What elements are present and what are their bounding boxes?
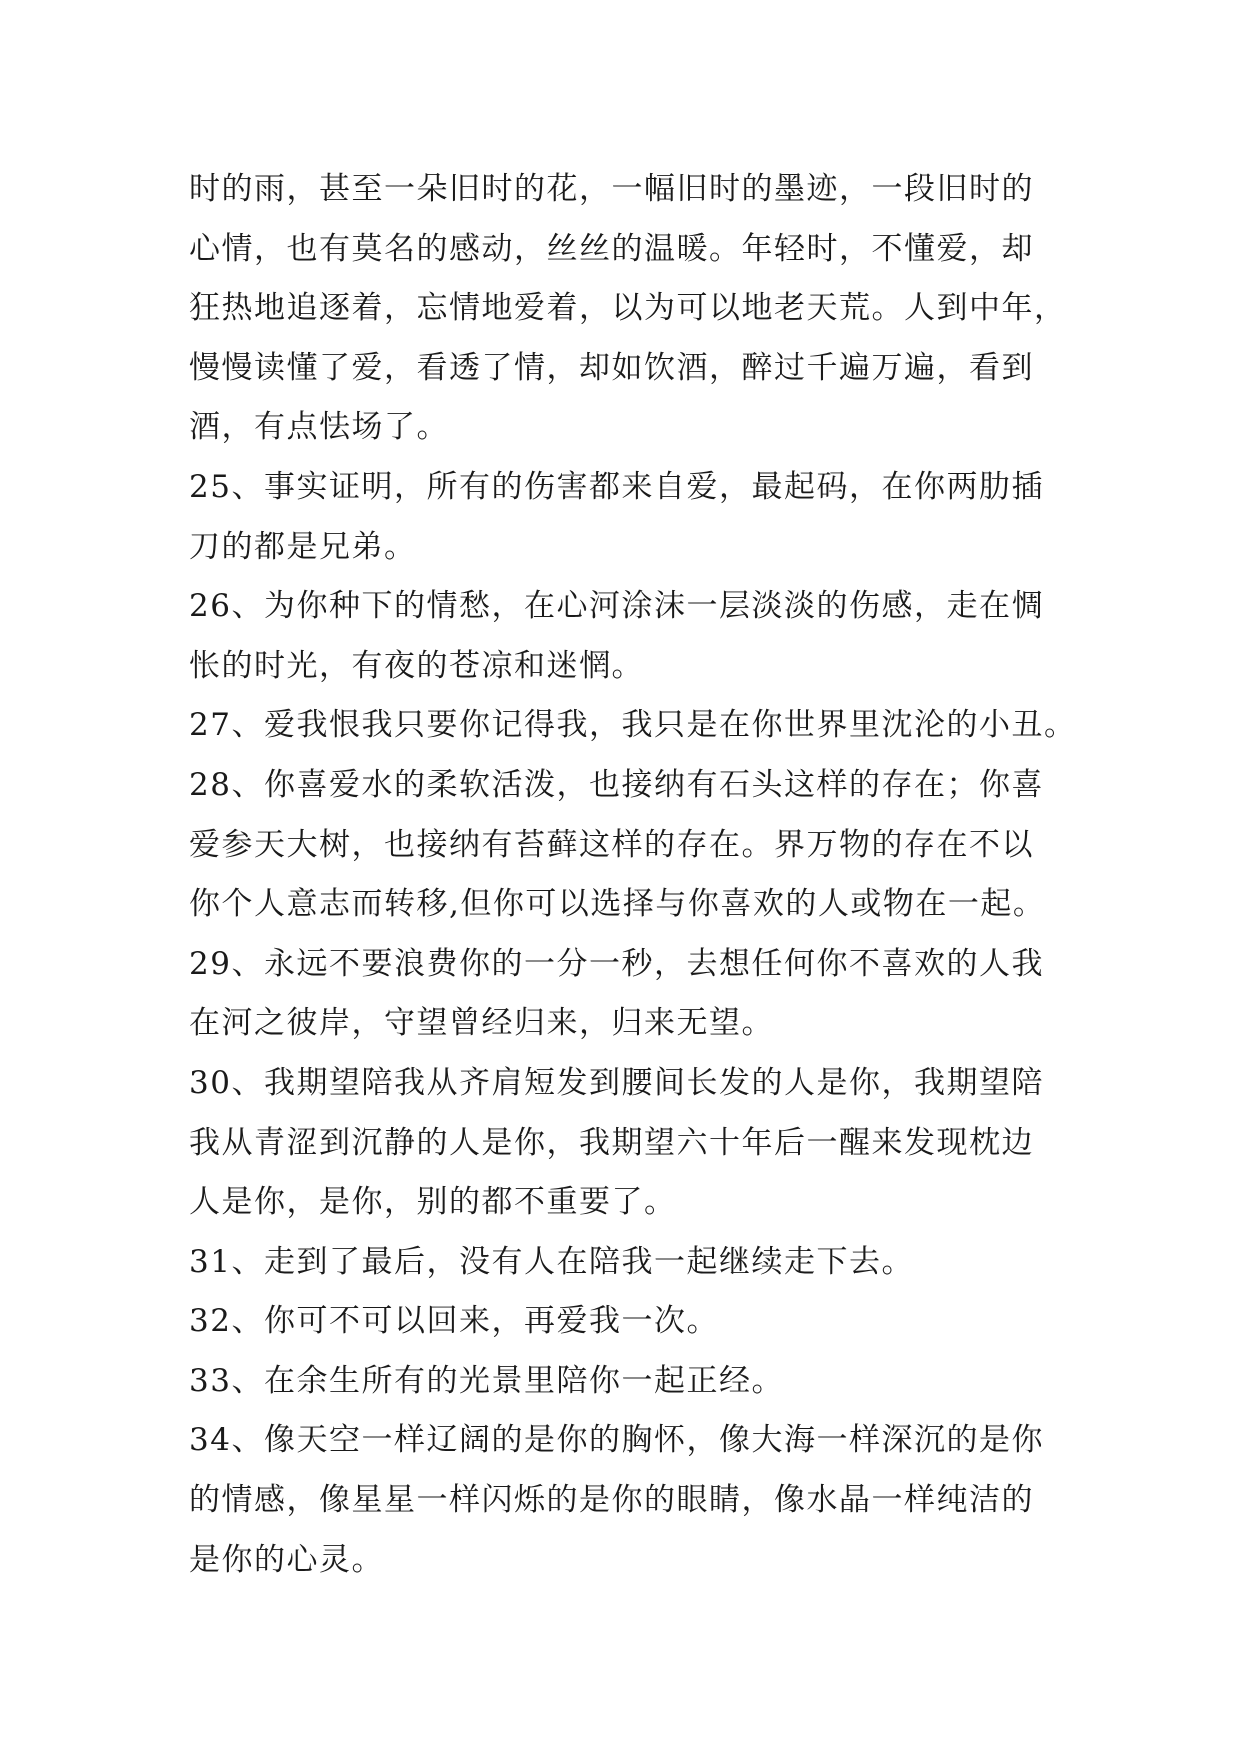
text-line: 酒，有点怯场了。 xyxy=(189,409,449,446)
text-line: 人是你，是你，别的都不重要了。 xyxy=(189,1184,677,1221)
text-line: 狂热地追逐着，忘情地爱着，以为可以地老天荒。人到中年， xyxy=(189,290,1067,327)
text-line: 31、走到了最后，没有人在陪我一起继续走下去。 xyxy=(189,1243,914,1280)
text-line: 27、爱我恨我只要你记得我，我只是在你世界里沈沦的小丑。 xyxy=(189,707,1077,744)
text-line: 26、为你种下的情愁，在心河涂沫一层淡淡的伤感，走在惆 xyxy=(189,588,1044,625)
text-line: 32、你可不可以回来，再爱我一次。 xyxy=(189,1303,719,1340)
text-line: 慢慢读懂了爱，看透了情，却如饮酒，醉过千遍万遍，看到 xyxy=(189,349,1034,386)
text-line: 怅的时光，有夜的苍凉和迷惘。 xyxy=(189,647,644,684)
text-line: 你个人意志而转移,但你可以选择与你喜欢的人或物在一起。 xyxy=(189,886,1046,923)
text-line: 刀的都是兄弟。 xyxy=(189,528,417,565)
text-line: 33、在余生所有的光景里陪你一起正经。 xyxy=(189,1362,784,1399)
text-line: 我从青涩到沉静的人是你，我期望六十年后一醒来发现枕边 xyxy=(189,1124,1034,1161)
document-body xyxy=(189,160,1077,1590)
text-line: 的情感，像星星一样闪烁的是你的眼睛，像水晶一样纯洁的 xyxy=(189,1482,1034,1519)
text-line: 是你的心灵。 xyxy=(189,1541,384,1578)
text-line: 29、永远不要浪费你的一分一秒，去想任何你不喜欢的人我 xyxy=(189,945,1044,982)
text-line: 爱参天大树，也接纳有苔藓这样的存在。界万物的存在不以 xyxy=(189,826,1034,863)
text-line: 时的雨，甚至一朵旧时的花，一幅旧时的墨迹，一段旧时的 xyxy=(189,171,1034,207)
text-line: 在河之彼岸，守望曾经归来，归来无望。 xyxy=(189,1005,774,1042)
text-line: 心情，也有莫名的感动，丝丝的温暖。年轻时，不懂爱，却 xyxy=(189,230,1034,267)
text-line: 28、你喜爱水的柔软活泼，也接纳有石头这样的存在；你喜 xyxy=(189,766,1044,803)
text-line: 25、事实证明，所有的伤害都来自爱，最起码，在你两肋插 xyxy=(189,468,1044,505)
text-line: 34、像天空一样辽阔的是你的胸怀，像大海一样深沉的是你 xyxy=(189,1422,1044,1459)
text-line: 30、我期望陪我从齐肩短发到腰间长发的人是你，我期望陪 xyxy=(189,1064,1044,1101)
